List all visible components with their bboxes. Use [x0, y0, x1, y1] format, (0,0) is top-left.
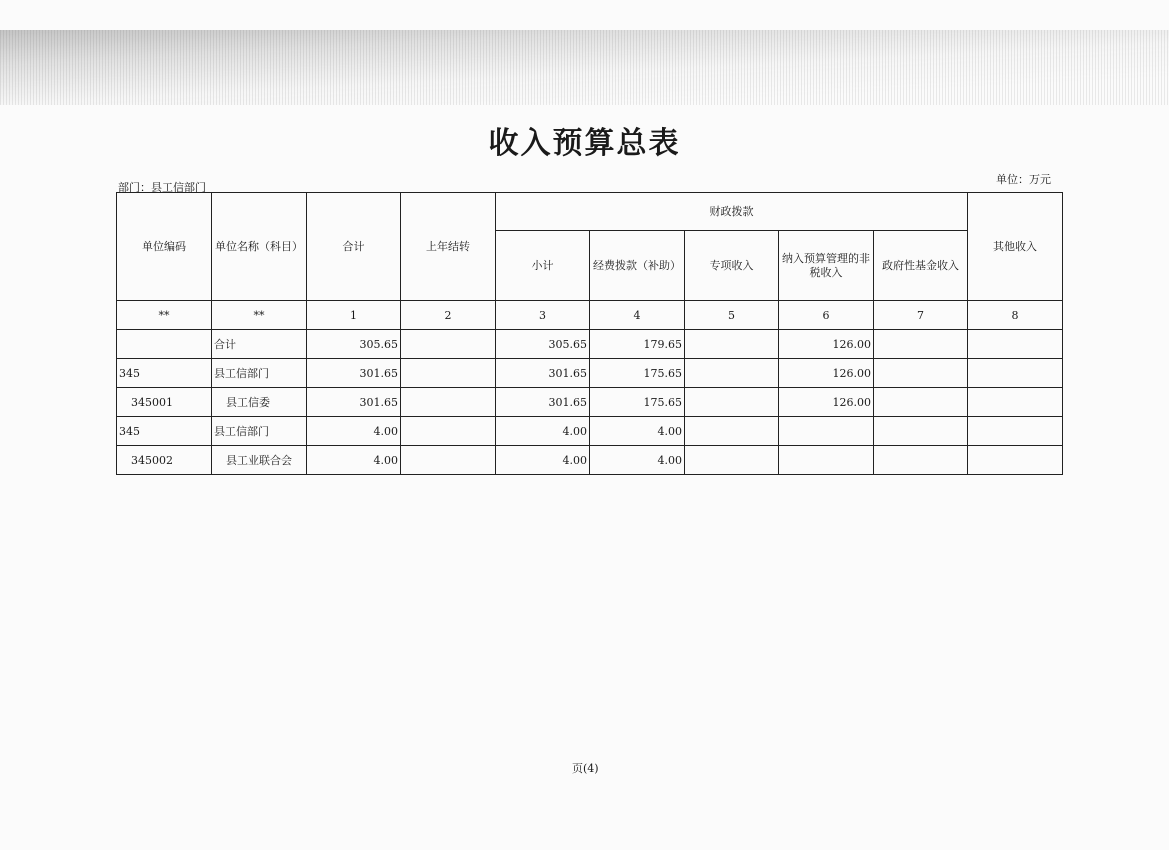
cell-name: 县工信委	[212, 388, 307, 417]
cell-carryover	[401, 417, 496, 446]
cell-total: 4.00	[307, 446, 401, 475]
cell-code	[117, 330, 212, 359]
index-cell: 2	[401, 301, 496, 330]
cell-nontax: 126.00	[779, 359, 874, 388]
cell-special	[685, 359, 779, 388]
cell-special	[685, 417, 779, 446]
cell-nontax	[779, 417, 874, 446]
index-cell: 3	[496, 301, 590, 330]
index-row	[117, 301, 1063, 330]
header-other: 其他收入	[968, 193, 1063, 301]
cell-carryover	[401, 359, 496, 388]
cell-total: 4.00	[307, 417, 401, 446]
cell-govfund	[874, 446, 968, 475]
cell-code: 345	[117, 359, 212, 388]
index-cell: 8	[968, 301, 1063, 330]
cell-subtotal: 4.00	[496, 417, 590, 446]
cell-special	[685, 330, 779, 359]
cell-nontax	[779, 446, 874, 475]
cell-nontax: 126.00	[779, 388, 874, 417]
cell-code: 345002	[117, 446, 212, 475]
table-row	[117, 388, 1063, 417]
budget-table	[116, 192, 1063, 475]
header-fiscal: 财政拨款	[496, 193, 968, 231]
cell-special	[685, 388, 779, 417]
department-label: 部门：县工信部门	[118, 181, 206, 194]
cell-nontax: 126.00	[779, 330, 874, 359]
index-cell: 5	[685, 301, 779, 330]
cell-govfund	[874, 388, 968, 417]
page-number: 页(4)	[572, 762, 599, 775]
header-special: 专项收入	[685, 231, 779, 301]
header-code: 单位编码	[117, 193, 212, 301]
header-funding: 经费拨款（补助）	[590, 231, 685, 301]
cell-govfund	[874, 330, 968, 359]
unit-label: 单位：万元	[996, 173, 1051, 186]
cell-funding: 4.00	[590, 446, 685, 475]
cell-name: 合计	[212, 330, 307, 359]
index-cell: 4	[590, 301, 685, 330]
header-govfund: 政府性基金收入	[874, 231, 968, 301]
cell-other	[968, 417, 1063, 446]
cell-other	[968, 388, 1063, 417]
cell-subtotal: 305.65	[496, 330, 590, 359]
cell-subtotal: 301.65	[496, 388, 590, 417]
cell-funding: 4.00	[590, 417, 685, 446]
cell-other	[968, 330, 1063, 359]
cell-total: 301.65	[307, 388, 401, 417]
table-row	[117, 417, 1063, 446]
index-cell: **	[212, 301, 307, 330]
cell-govfund	[874, 417, 968, 446]
cell-name: 县工信部门	[212, 417, 307, 446]
header-carryover: 上年结转	[401, 193, 496, 301]
cell-code: 345001	[117, 388, 212, 417]
index-cell: 7	[874, 301, 968, 330]
cell-carryover	[401, 388, 496, 417]
cell-funding: 179.65	[590, 330, 685, 359]
cell-other	[968, 359, 1063, 388]
cell-total: 305.65	[307, 330, 401, 359]
page-title: 收入预算总表	[488, 126, 681, 161]
index-cell: **	[117, 301, 212, 330]
cell-name: 县工业联合会	[212, 446, 307, 475]
table-row	[117, 330, 1063, 359]
cell-other	[968, 446, 1063, 475]
index-cell: 6	[779, 301, 874, 330]
cell-total: 301.65	[307, 359, 401, 388]
cell-govfund	[874, 359, 968, 388]
cell-subtotal: 301.65	[496, 359, 590, 388]
table-row	[117, 446, 1063, 475]
scan-noise-band	[0, 30, 1169, 105]
cell-funding: 175.65	[590, 359, 685, 388]
cell-funding: 175.65	[590, 388, 685, 417]
cell-special	[685, 446, 779, 475]
index-cell: 1	[307, 301, 401, 330]
cell-name: 县工信部门	[212, 359, 307, 388]
header-total: 合计	[307, 193, 401, 301]
cell-carryover	[401, 330, 496, 359]
header-nontax: 纳入预算管理的非税收入	[779, 231, 874, 301]
header-subtotal: 小计	[496, 231, 590, 301]
cell-code: 345	[117, 417, 212, 446]
header-name: 单位名称（科目）	[212, 193, 307, 301]
table-row	[117, 359, 1063, 388]
cell-subtotal: 4.00	[496, 446, 590, 475]
cell-carryover	[401, 446, 496, 475]
